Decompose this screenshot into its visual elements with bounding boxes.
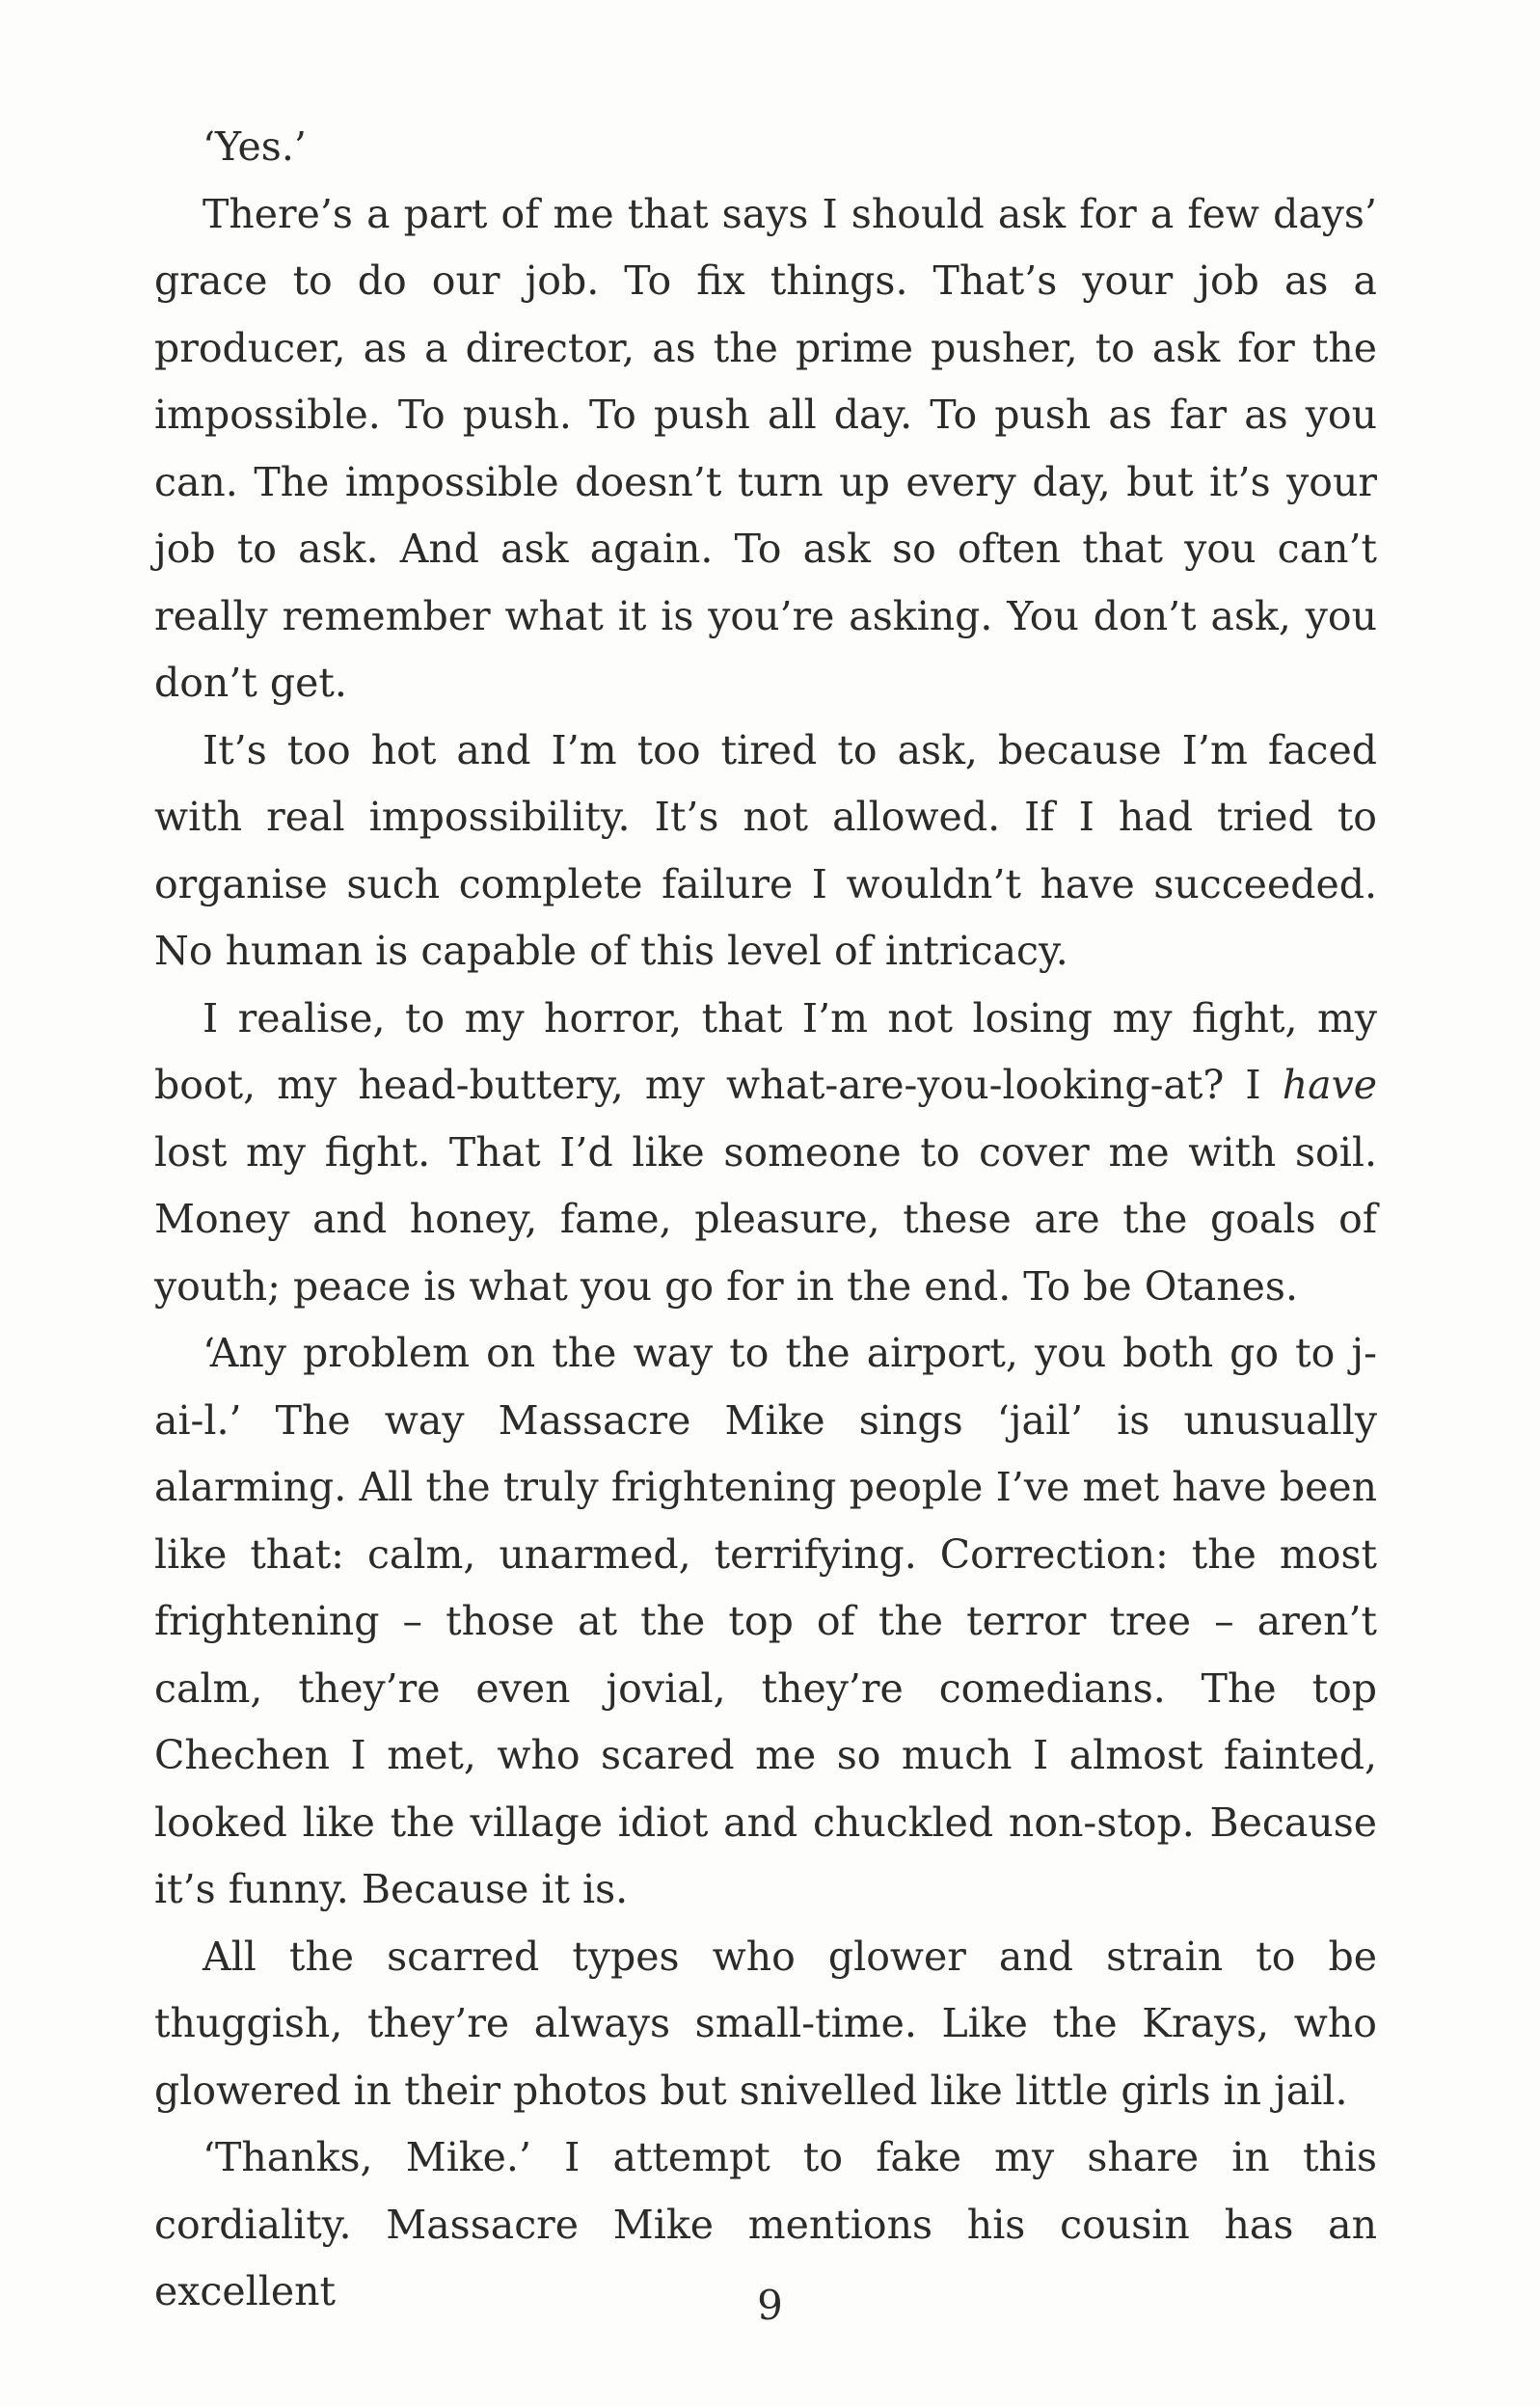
paragraph-3: It’s too hot and I’m too tired to ask, because I’m faced with real impossibility. It’s not allowed. If I had tried to organise such complete failure I wouldn’t have succeeded. No human is capable of this level of intricacy. xyxy=(154,726,1377,974)
paragraph-7: ‘Thanks, Mike.’ I attempt to fake my share in this cordiality. Massacre Mike mentions his cousin has an excellent xyxy=(154,2134,1377,2314)
paragraph-4-after: lost my fight. That I’d like someone to cover me with soil. Money and honey, fame, pleasure, these are the goals of youth; peace is what you go for in the end. To be Otanes. xyxy=(154,1128,1377,1310)
paragraph-4 xyxy=(154,986,1377,1321)
paragraph-6: All the scarred types who glower and strain to be thuggish, they’re always small-time. Like the Krays, who glowered in their photos but snivelled like little girls in jail. xyxy=(154,1933,1377,2114)
body-text xyxy=(154,114,1377,2326)
paragraph-5: ‘Any problem on the way to the airport, you both go to j-ai-l.’ The way Massacre Mike sings ‘jail’ is unusually alarming. All the truly frightening people I’ve met have been like that: calm, unarmed, terrifying. Correction: the most frightening – those at the top of the terror tree – aren’t calm, they’re even jovial, they’re comedians. The top Chechen I met, who scared me so much I almost fainted, looked like the village idiot and chuckled non-stop. Because it’s funny. Because it is. xyxy=(154,1330,1377,1912)
paragraph-1: ‘Yes.’ xyxy=(203,123,307,170)
page-number: 9 xyxy=(757,2282,783,2329)
paragraph-4-before: I realise, to my horror, that I’m not losing my fight, my boot, my head-buttery, my what-are-you-looking-at? I xyxy=(154,994,1377,1108)
paragraph-4-emphasis: have xyxy=(1282,1062,1377,1108)
paragraph-2: There’s a part of me that says I should ask for a few days’ grace to do our job. To fix things. That’s your job as a producer, as a director, as the prime pusher, to ask for the impossible. To push. To push all day. To push as far as you can. The impossible doesn’t turn up every day, but it’s your job to ask. And ask again. To ask so often that you can’t really remember what it is you’re asking. You don’t ask, you don’t get. xyxy=(154,190,1377,706)
